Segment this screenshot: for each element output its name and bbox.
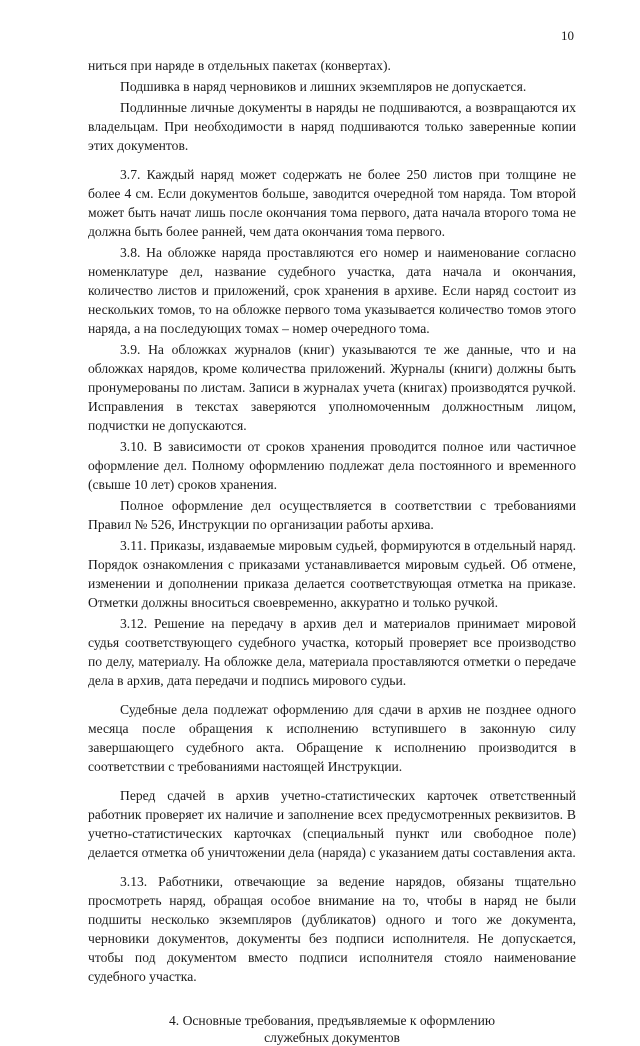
paragraph: Полное оформление дел осуществляется в соответствии с требованиями Правил № 526, Инструкции по организации работы архива. [88,498,576,532]
section-heading [88,1012,576,1046]
paragraph: 3.12. Решение на передачу в архив дел и материалов принимает мировой судья соответствующего судебного участка, который проверяет все производство по делу, материалу. На обложке дела, материала проставляются отметки о передаче дела в архив, дата передачи и подпись мирового судьи. [88,616,576,688]
paragraph: 3.9. На обложках журналов (книг) указываются те же данные, что и на обложках нарядов, кроме количества приложений. Журналы (книги) должны быть пронумерованы по листам. Записи в журналах учета (книгах) производятся ручкой. Исправления в текстах заверяются уполномоченным должностным лицом, подчистки не допускаются. [88,342,576,433]
document-body [88,56,576,986]
paragraph: 3.7. Каждый наряд может содержать не более 250 листов при толщине не более 4 см. Если документов больше, заводится очередной том наряда. Том второй может быть начат лишь после окончания тома первого, дата начала второго тома не должна быть более ранней, чем дата окончания тома первого. [88,167,576,239]
paragraph: 3.11. Приказы, издаваемые мировым судьей, формируются в отдельный наряд. Порядок ознакомления с приказами устанавливается мировым судьей. Об отмене, изменении и дополнении приказа делается соответствующая отметка на приказе. Отметки должны вноситься своевременно, аккуратно и только ручкой. [88,538,576,610]
paragraph: 3.10. В зависимости от сроков хранения проводится полное или частичное оформление дел. Полному оформлению подлежат дела постоянного и временного (свыше 10 лет) сроков хранения. [88,439,576,492]
paragraph: Подлинные личные документы в наряды не подшиваются, а возвращаются их владельцам. При необходимости в наряд подшиваются только заверенные копии этих документов. [88,100,576,153]
paragraph: Судебные дела подлежат оформлению для сдачи в архив не позднее одного месяца после обращения к исполнению вступившего в законную силу завершающего судебного акта. Обращение к исполнению производится в соответствии с требованиями настоящей Инструкции. [88,702,576,774]
paragraph: Перед сдачей в архив учетно-статистических карточек ответственный работник проверяет их наличие и заполнение всех предусмотренных реквизитов. В учетно-статистических карточках (специальный пункт или свободное поле) делается отметка об уничтожении дела (наряда) с указанием даты составления акта. [88,788,576,860]
section-heading-line: служебных документов [264,1030,400,1045]
page-number: 10 [561,28,574,43]
paragraph: 3.8. На обложке наряда проставляются его номер и наименование согласно номенклатуре дел, название судебного участка, дата начала и окончания, количество листов и приложений, срок хранения в архиве. Если наряд состоит из нескольких томов, то на обложке первого тома указывается количество томов этого наряда, а на последующих томах – номер очередного тома. [88,245,576,336]
paragraph: Подшивка в наряд черновиков и лишних экземпляров не допускается. [120,79,527,94]
paragraph: ниться при наряде в отдельных пакетах (конвертах). [88,58,391,73]
paragraph: 3.13. Работники, отвечающие за ведение нарядов, обязаны тщательно просмотреть наряд, обращая особое внимание на то, чтобы в наряд не были подшиты несколько экземпляров (дубликатов) одного и того же документа, черновики документов, документы без подписи исполнителя. Не допускается, чтобы под документом вместо подписи исполнителя стояло наименование судебного участка. [88,874,576,984]
section-heading-line: 4. Основные требования, предъявляемые к оформлению [168,1013,496,1028]
